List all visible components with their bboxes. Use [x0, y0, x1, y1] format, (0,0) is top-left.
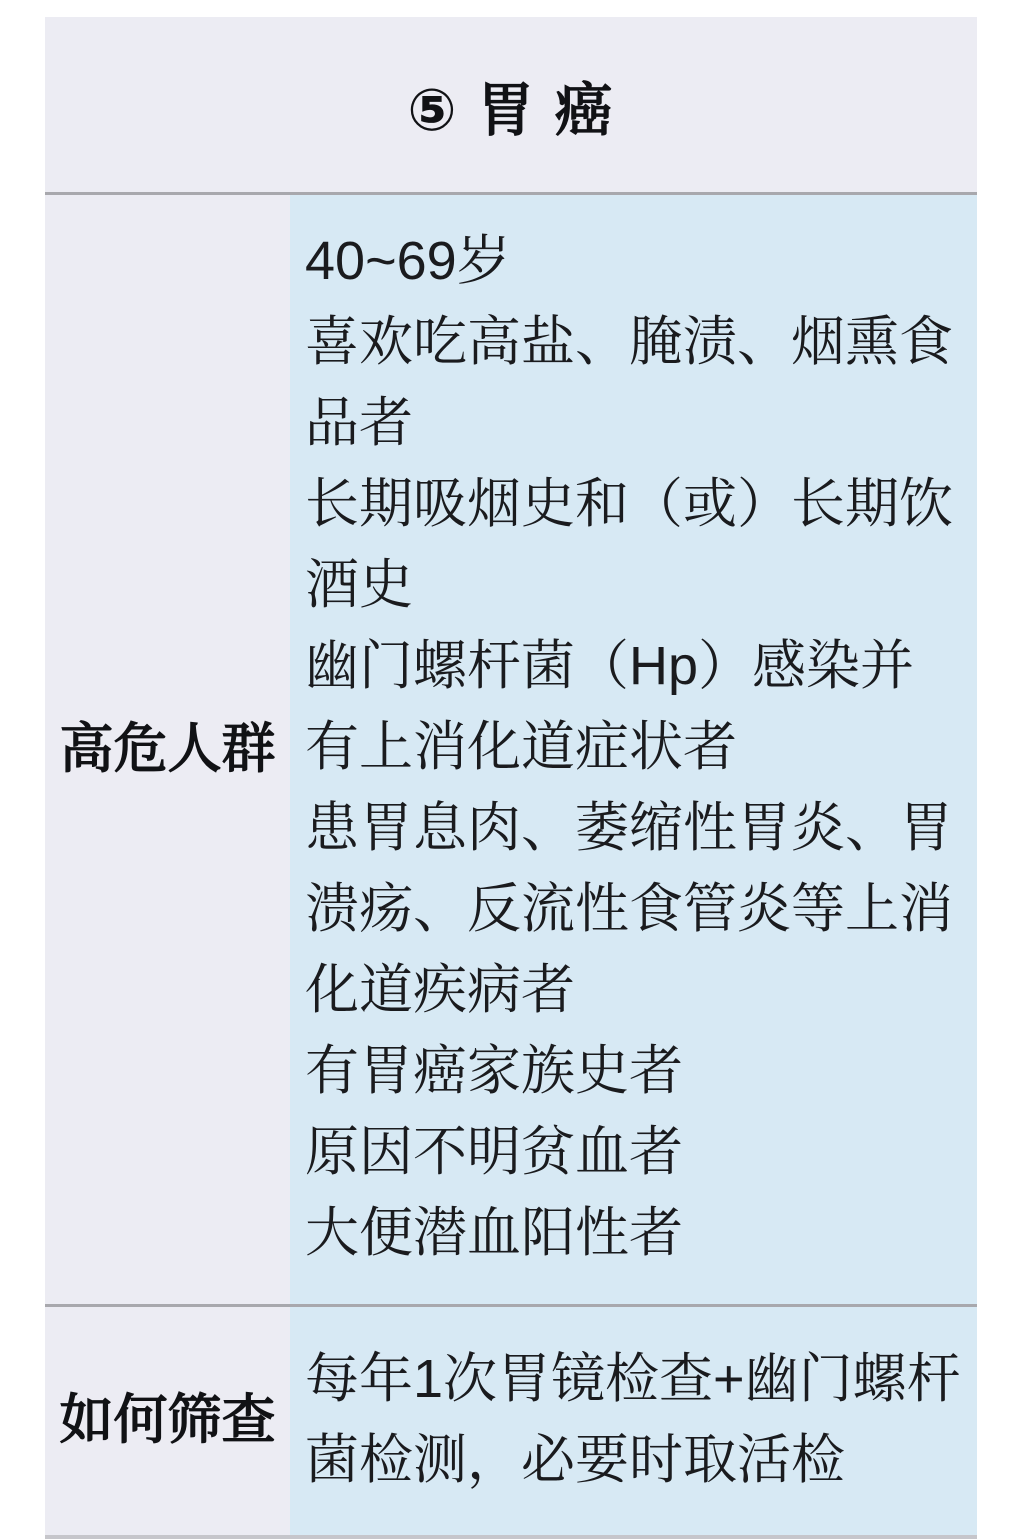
- screening-label: 如何筛查: [59, 1390, 276, 1451]
- screening-row: [45, 1307, 977, 1535]
- list-item: 每年1次胃镜检查+幽门螺杆菌检测，必要时取活检: [305, 1349, 961, 1490]
- list-item: 喜欢吃高盐、腌渍、烟熏食品者: [305, 312, 953, 453]
- list-item: 原因不明贫血者: [305, 1122, 683, 1182]
- high-risk-label-cell: [45, 195, 290, 1304]
- list-item: 40~69岁: [305, 231, 511, 291]
- screening-content-cell: [290, 1307, 977, 1535]
- high-risk-row: [45, 195, 977, 1304]
- high-risk-content-cell: [290, 195, 977, 1304]
- list-item: 患胃息肉、萎缩性胃炎、胃溃疡、反流性食管炎等上消化道疾病者: [305, 798, 953, 1020]
- table-header-row: [45, 17, 977, 192]
- high-risk-label: 高危人群: [59, 718, 276, 779]
- table-bottom-border: [45, 1535, 977, 1539]
- list-item: 有胃癌家族史者: [305, 1041, 683, 1101]
- table-title: ⑤ 胃 癌: [407, 77, 615, 143]
- list-item: 大便潜血阳性者: [305, 1203, 683, 1263]
- screening-label-cell: [45, 1307, 290, 1535]
- list-item: 幽门螺杆菌（Hp）感染并有上消化道症状者: [305, 636, 915, 777]
- list-item: 长期吸烟史和（或）长期饮酒史: [305, 474, 953, 615]
- cancer-screening-table: [45, 17, 977, 1539]
